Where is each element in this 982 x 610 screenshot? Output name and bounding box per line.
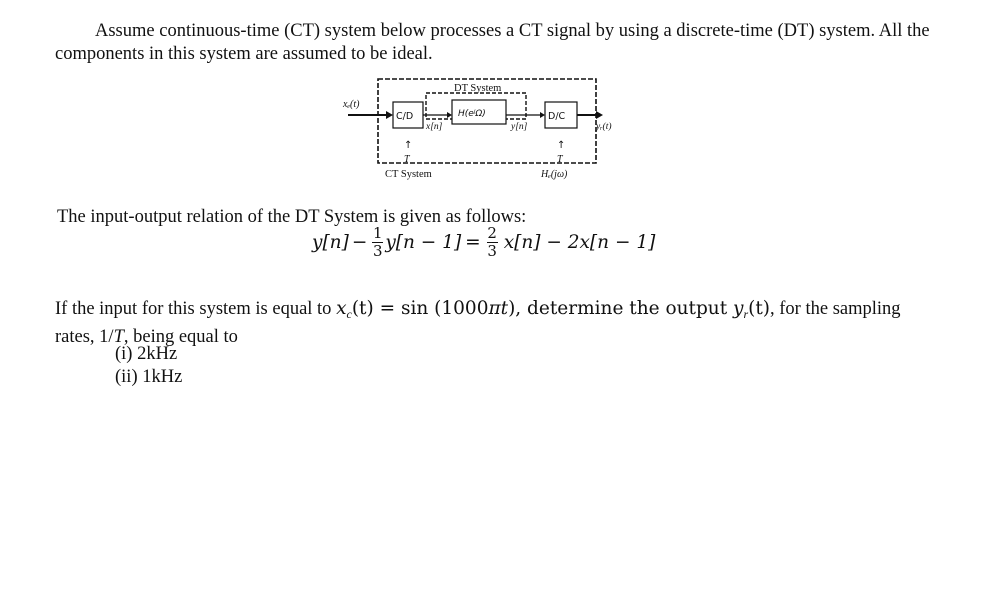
eq-yn: y[n] [312,231,349,253]
dt-system-label: DT System [454,83,502,94]
q-part2: , for the sampling rates, 1/ [55,299,901,347]
yn-label: y[n] [511,122,528,132]
q-xc-sub: c [346,307,352,321]
output-signal-label: yᵣ(t) [596,122,612,132]
q-yr-arg: (t) [748,298,771,319]
eq-fraction-two-thirds [487,226,498,259]
eq-equals: = [465,231,481,253]
q-xc: x [336,298,347,319]
input-arrowhead [386,111,393,119]
rate-option-i: (i) 2kHz [115,344,178,364]
xn-label: x[n] [426,122,443,132]
q-yr-sub: r [743,307,749,321]
relation-text: The input-output relation of the DT System is given as follows: [57,207,527,227]
q-part1: If the input for this system is equal to [55,299,337,319]
system-block-diagram [330,76,630,186]
period-label-right: T [557,154,563,165]
yn-arrowhead [540,112,545,118]
arrow-up-left: ↑ [404,140,413,151]
rate-option-ii: (ii) 1kHz [115,367,183,387]
ct-system-label: CT System [385,169,432,180]
q-xc-arg: (t) = [351,298,401,319]
cd-block-label: C/D [396,111,414,122]
xn-arrowhead [447,112,452,118]
eq-rhs: x[n] − 2x[n − 1] [503,231,656,253]
q-part3: , being equal to [123,327,238,347]
input-signal-label: xₑ(t) [343,99,360,110]
q-close: ), determine the output [508,298,734,319]
eq-yn-minus-1: y[n − 1] [385,231,462,253]
eq-fraction-one-third [372,226,383,259]
frac1-denominator: 3 [373,242,383,260]
dt-filter-label: H(eʲΩ) [458,109,486,119]
eq-minus: − [351,231,368,253]
difference-equation [312,226,655,259]
output-arrowhead [596,111,603,119]
q-sin: sin (1000 [400,298,489,319]
intro-paragraph: Assume continuous-time (CT) system below processes a CT signal by using a discrete-time (DT) system. All the components in this system are assumed to be ideal. [55,21,930,64]
q-yr: y [733,298,744,319]
frac2-numerator: 2 [487,224,497,242]
q-T: T [113,327,124,347]
dc-block-label: D/C [548,111,566,122]
frac1-numerator: 1 [373,224,383,242]
period-label-left: T [404,154,410,165]
arrow-up-right: ↑ [557,140,566,151]
overall-response-label: Hₑ(jω) [541,169,568,180]
q-pi-t: πt [488,298,509,319]
frac2-denominator: 3 [487,242,497,260]
question-paragraph [55,297,935,349]
